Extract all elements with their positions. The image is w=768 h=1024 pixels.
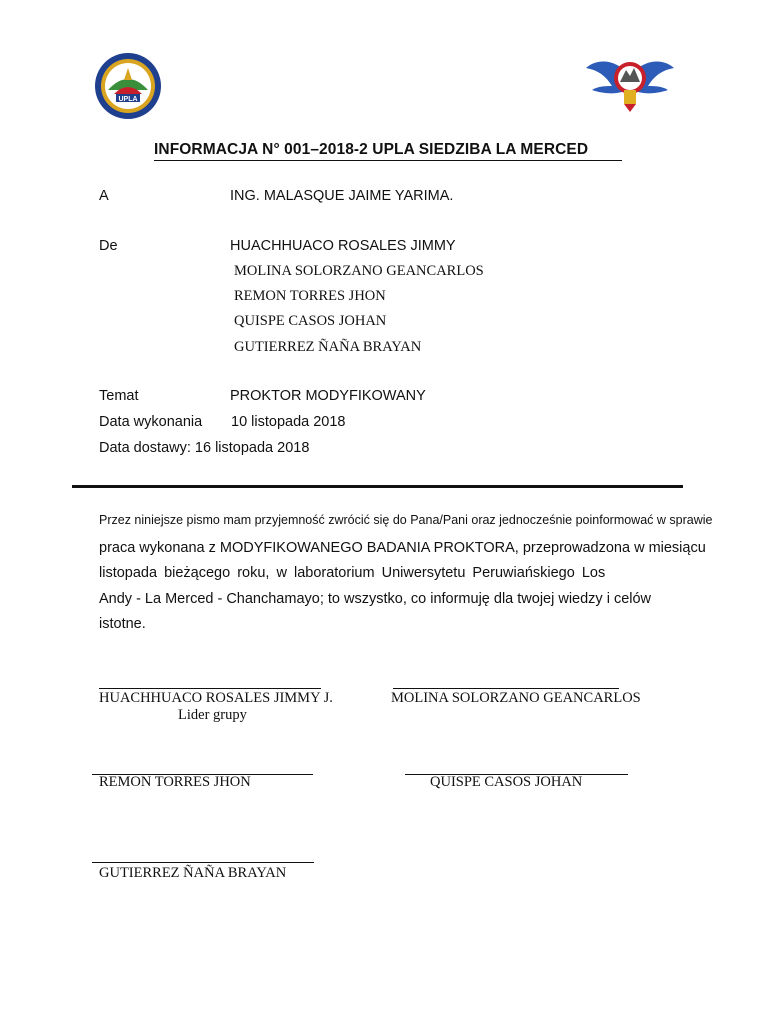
subject-label: Temat (99, 388, 139, 404)
subject-value: PROKTOR MODYFIKOWANY (230, 388, 426, 404)
winged-emblem-logo (584, 46, 676, 118)
body-line-4: istotne. (99, 616, 146, 632)
signature-line-2 (393, 688, 619, 689)
from-label: De (99, 238, 118, 254)
from-name-3: REMON TORRES JHON (234, 288, 386, 304)
to-value: ING. MALASQUE JAIME YARIMA. (230, 188, 454, 204)
exec-date-label: Data wykonania (99, 414, 203, 430)
from-name-4: QUISPE CASOS JOHAN (234, 313, 387, 329)
from-name-1: HUACHHUACO ROSALES JIMMY (230, 238, 456, 254)
signature-name-4: QUISPE CASOS JOHAN (430, 774, 583, 790)
university-seal-logo (94, 50, 162, 122)
from-name-2: MOLINA SOLORZANO GEANCARLOS (234, 263, 484, 279)
body-line-3: Andy - La Merced - Chanchamayo; to wszystko, co informuję dla twojej wiedzy i celów (99, 591, 652, 607)
signature-line-1 (99, 688, 321, 689)
signature-name-5: GUTIERREZ ÑAÑA BRAYAN (99, 865, 287, 881)
signature-name-1: HUACHHUACO ROSALES JIMMY J. (99, 690, 333, 706)
logo-text: UPLA (118, 96, 138, 103)
signature-name-2: MOLINA SOLORZANO GEANCARLOS (391, 690, 641, 706)
document-title: INFORMACJA N° 001–2018-2 UPLA SIEDZIBA LA MERCED (154, 141, 589, 158)
body-intro: Przez niniejsze pismo mam przyjemność zwrócić się do Pana/Pani oraz jednocześnie poinformować w sprawie (99, 513, 713, 527)
signature-name-3: REMON TORRES JHON (99, 774, 251, 790)
title-underline (154, 160, 622, 161)
body-line-1: praca wykonana z MODYFIKOWANEGO BADANIA PROKTORA, przeprowadzona w miesiącu (99, 540, 706, 556)
to-label: A (99, 188, 109, 204)
exec-date-value: 10 listopada 2018 (231, 414, 346, 430)
from-name-5: GUTIERREZ ÑAÑA BRAYAN (234, 339, 422, 355)
section-divider (72, 485, 683, 488)
signature-line-5 (92, 862, 314, 863)
signature-role-1: Lider grupy (178, 707, 247, 723)
body-line-2: listopada bieżącego roku, w laboratorium Uniwersytetu Peruwiańskiego Los (99, 565, 606, 581)
delivery-date: Data dostawy: 16 listopada 2018 (99, 440, 310, 456)
